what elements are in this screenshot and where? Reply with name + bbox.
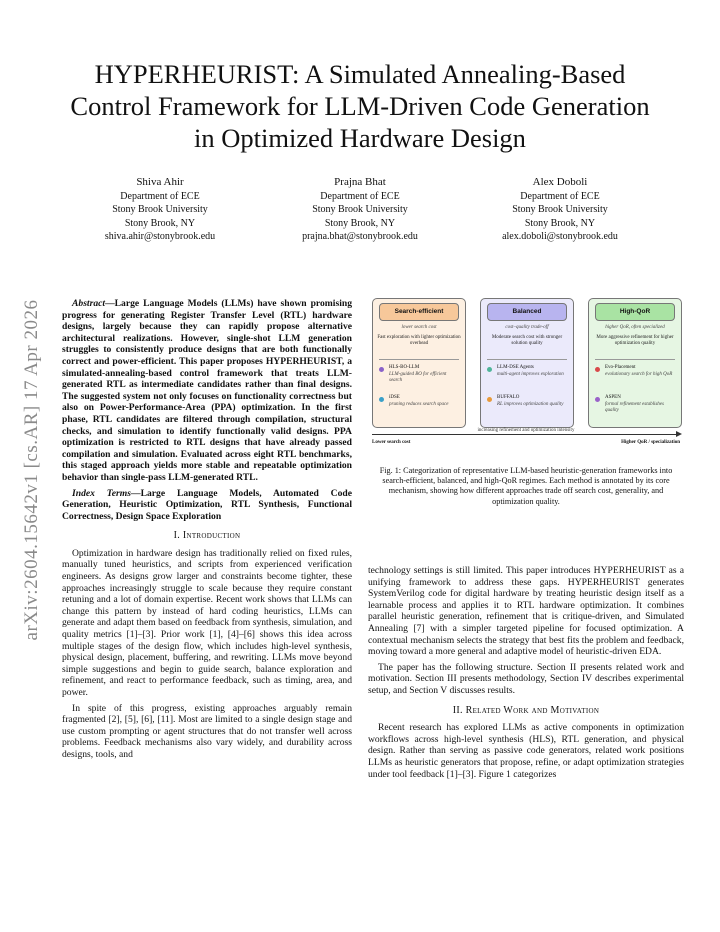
figure-axis-caption: increasing refinement and optimization intensity	[477, 428, 575, 433]
index-terms-label: Index Terms	[72, 487, 131, 499]
figure-column-title: Search-efficient	[379, 303, 459, 321]
author-loc: Stony Brook, NY	[524, 217, 596, 229]
author-loc: Stony Brook, NY	[324, 217, 396, 229]
author-loc: Stony Brook, NY	[124, 217, 196, 229]
method-name: BUFFALO	[497, 395, 520, 400]
method-dot-icon	[487, 367, 492, 372]
author-dept: Department of ECE	[320, 190, 400, 202]
figure-column-subtitle: lower search cost	[401, 325, 437, 330]
figure-divider	[595, 359, 675, 360]
author-email: shiva.ahir@stonybrook.edu	[104, 231, 216, 242]
method-dot-icon	[379, 397, 384, 402]
right-column	[368, 565, 684, 784]
figure-column-balanced	[480, 298, 574, 428]
right-paragraph-2: The paper has the following structure. Section II presents related work and motivation. Section III presents methodology, Section IV describes experimental setup, and Section V discusses results.	[368, 661, 684, 696]
figure-axis-right-label: Higher QoR / specialization	[621, 440, 680, 445]
figure-column-high-qor	[588, 298, 682, 428]
author-block	[60, 176, 660, 256]
figure-column-search-efficient	[372, 298, 466, 428]
index-terms-text: —Large Language Models, Automated Code Generation, Heuristic Optimization, RTL Synthesis, Functional Correctness, Design Space Exploration	[62, 487, 352, 522]
abstract	[62, 298, 352, 484]
author-univ: Stony Brook University	[312, 204, 408, 215]
figure-column-desc: More aggressive refinement for higher optimization quality	[596, 335, 674, 346]
method-desc: LLM-guided BO for efficient search	[389, 372, 447, 383]
figure-caption: Fig. 1: Categorization of representative LLM-based heuristic-generation frameworks into search-efficient, balanced, and high-QoR regimes. Each method is annotated by its core mechanism, showing how different approaches trade off search cost, generality, and optimization quality.	[379, 466, 673, 506]
method-dot-icon	[487, 397, 492, 402]
section-heading-introduction: I. Introduction	[173, 530, 241, 542]
abstract-text: —Large Language Models (LLMs) have shown promising progress for generating Register Transfer Level (RTL) hardware designs, largely because they can rapidly propose alternative architectural realizations. However, single-shot LLM generation struggles to consistently produce designs that are both functionally correct and power-efficient. This paper proposes HYPERHEURIST, a simulated-annealing-based control framework that treats LLM-generated RTL as intermediate candidates rather than final designs. The suggested system not only focuses on functionality correctness but also on Power-Performance-Area (PPA) optimization. In the first phase, RTL candidates are filtered through compilation, structural checks, and simulation to identify functionally valid designs. PPA optimization is restricted to RTL designs that have already passed compilation and simulation. Evaluated across eight RTL benchmarks, this staged approach yields more stable and repeatable optimization behavior than single-pass LLM-generated RTL.	[62, 298, 352, 483]
method-desc: RL improves optimization quality	[497, 402, 564, 407]
figure-column-desc: Fast exploration with lighter optimization overhead	[377, 335, 461, 346]
figure-column-desc: Moderate search cost with stronger solution quality	[491, 335, 563, 346]
figure-column-subtitle: higher QoR, often specialized	[605, 325, 665, 330]
intro-paragraph-2: In spite of this progress, existing approaches arguably remain fragmented [2], [5], [6], [11]. Most are limited to a single design stage and use custom prompting or agent structures that do not transfer well across problems. Feedback mechanisms also vary widely, and durability across designs, tools, and	[62, 702, 352, 760]
figure-1	[368, 292, 684, 462]
author-3	[460, 176, 660, 244]
method-desc: multi-agent improves exploration	[497, 372, 564, 377]
method-desc: formal refinement establishes quality	[605, 402, 664, 413]
method-name: ASPEN	[605, 395, 621, 400]
arxiv-side-stamp	[8, 260, 56, 680]
figure-axis-arrow	[372, 434, 680, 435]
author-email: alex.doboli@stonybrook.edu	[502, 231, 618, 242]
paper-title: HYPERHEURIST: A Simulated Annealing-Based Control Framework for LLM-Driven Code Generation in Optimized Hardware Design	[70, 59, 650, 153]
author-name: Alex Doboli	[532, 176, 588, 188]
method-name: Evo-Placement	[605, 365, 636, 370]
author-univ: Stony Brook University	[112, 204, 208, 215]
method-dot-icon	[595, 397, 600, 402]
right-paragraph-3: Recent research has explored LLMs as active components in optimization workflows across high-level synthesis (HLS), RTL generation, and physical design. Rather than serving as passive code generators, related work positions LLMs as heuristic generators that propose, refine, or adapt optimization strategies under tool feedback [1]–[3]. Figure 1 categorizes	[368, 722, 684, 780]
author-name: Prajna Bhat	[334, 176, 386, 188]
index-terms	[62, 488, 352, 523]
figure-column-title: Balanced	[487, 303, 567, 321]
figure-divider	[487, 359, 567, 360]
figure-axis-left-label: Lower search cost	[372, 440, 411, 445]
method-name: iDSE	[389, 395, 400, 400]
arxiv-id-text: arXiv:2604.15642v1 [cs.AR] 17 Apr 2026	[21, 299, 42, 641]
figure-column-title: High-QoR	[595, 303, 675, 321]
right-paragraph-1: technology settings is still limited. This paper introduces HYPERHEURIST as a unifying framework to address these gaps. HYPERHEURIST generates SystemVerilog code for digital hardware by treating heuristic design itself as a learnable process and applies it to RTL hardware optimization. It combines parallel heuristic generation, refinement that is critique-driven, and Simulated Annealing [7] with a simpler targeted pipeline for focused optimization. A contextual mechanism selects the strategy that best fits the problem and feedback, moving toward a more general and adaptive model of heuristic-driven EDA.	[368, 565, 684, 658]
method-name: LLM-DSE Agents	[497, 365, 534, 370]
author-email: prajna.bhat@stonybrook.edu	[302, 231, 418, 242]
method-desc: evolutionary search for high QoR	[605, 372, 673, 377]
abstract-label: Abstract	[72, 298, 106, 309]
section-heading-related-work: II. Related Work and Motivation	[452, 704, 600, 716]
author-univ: Stony Brook University	[512, 204, 608, 215]
author-name: Shiva Ahir	[136, 176, 184, 188]
author-dept: Department of ECE	[520, 190, 600, 202]
method-dot-icon	[595, 367, 600, 372]
method-desc: pruning reduces search space	[389, 402, 449, 407]
method-name: HLS-BO-LLM	[389, 365, 420, 370]
figure-divider	[379, 359, 459, 360]
method-dot-icon	[379, 367, 384, 372]
left-column	[62, 298, 352, 761]
intro-paragraph-1: Optimization in hardware design has traditionally relied on fixed rules, manually tuned heuristics, and scripts from experienced verification engineers. As designs grow larger and constraints become tighter, these approaches increasingly struggle to scale because they require constant retuning and a lot of domain expertise. Recent work shows that LLMs can change this pattern by instead of hard coding heuristics, LLMs can generate and adapt them based on feedback from synthesis, simulation, and quality metrics [1]–[3]. Prior work [1], [4]–[6] shows this idea across multiple stages of the design flow, which includes high-level synthesis, physical design, placement, buffering, and rewriting. LLMs move beyond simple suggestions and begin to guide search, balance exploration and refinement, and react to performance feedback, such as timing, area, and power.	[62, 547, 352, 698]
figure-column-subtitle: cost–quality trade-off	[505, 325, 549, 330]
author-2	[260, 176, 460, 244]
author-1	[60, 176, 260, 244]
author-dept: Department of ECE	[120, 190, 200, 202]
